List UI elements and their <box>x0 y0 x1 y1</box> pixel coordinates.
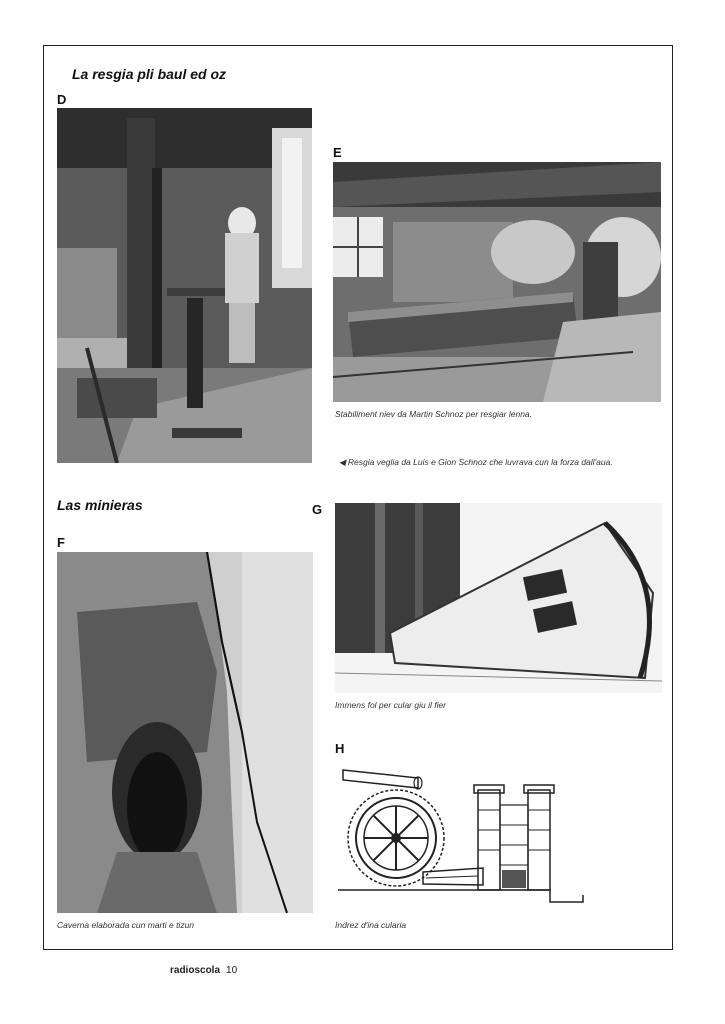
footer-brand: radioscola <box>170 965 221 976</box>
figure-letter-g: G <box>312 502 323 517</box>
caption-e: Stabiliment niev da Martin Schnoz per resgiar lenna. <box>335 409 533 419</box>
caption-d <box>339 457 613 468</box>
page-number: 10 <box>226 965 238 976</box>
diagram-smelter <box>338 760 588 910</box>
caption-h: Indrez d'ina cularia <box>335 920 407 930</box>
section-title-sawmill: La resgia pli baul ed oz <box>72 66 227 82</box>
caption-f: Caverna elaborada cun marti e tizun <box>57 920 195 930</box>
page-footer <box>170 965 237 976</box>
section-title-mines: Las minieras <box>57 497 143 513</box>
figure-letter-e: E <box>333 145 342 160</box>
caption-g: Immens fol per cular giu il fier <box>335 700 447 710</box>
figure-letter-d: D <box>57 92 67 107</box>
photo-old-sawmill <box>57 108 312 463</box>
photo-new-sawmill <box>333 162 661 402</box>
photo-bellows <box>335 503 662 693</box>
photo-mine-cavern <box>57 552 313 913</box>
figure-letter-h: H <box>335 741 345 756</box>
caption-d-arrow: ◀ <box>339 457 346 467</box>
caption-d-text: Resgia veglia da Luis e Gion Schnoz che luvrava cun la forza dall'aua. <box>347 457 613 467</box>
figure-letter-f: F <box>57 535 65 550</box>
